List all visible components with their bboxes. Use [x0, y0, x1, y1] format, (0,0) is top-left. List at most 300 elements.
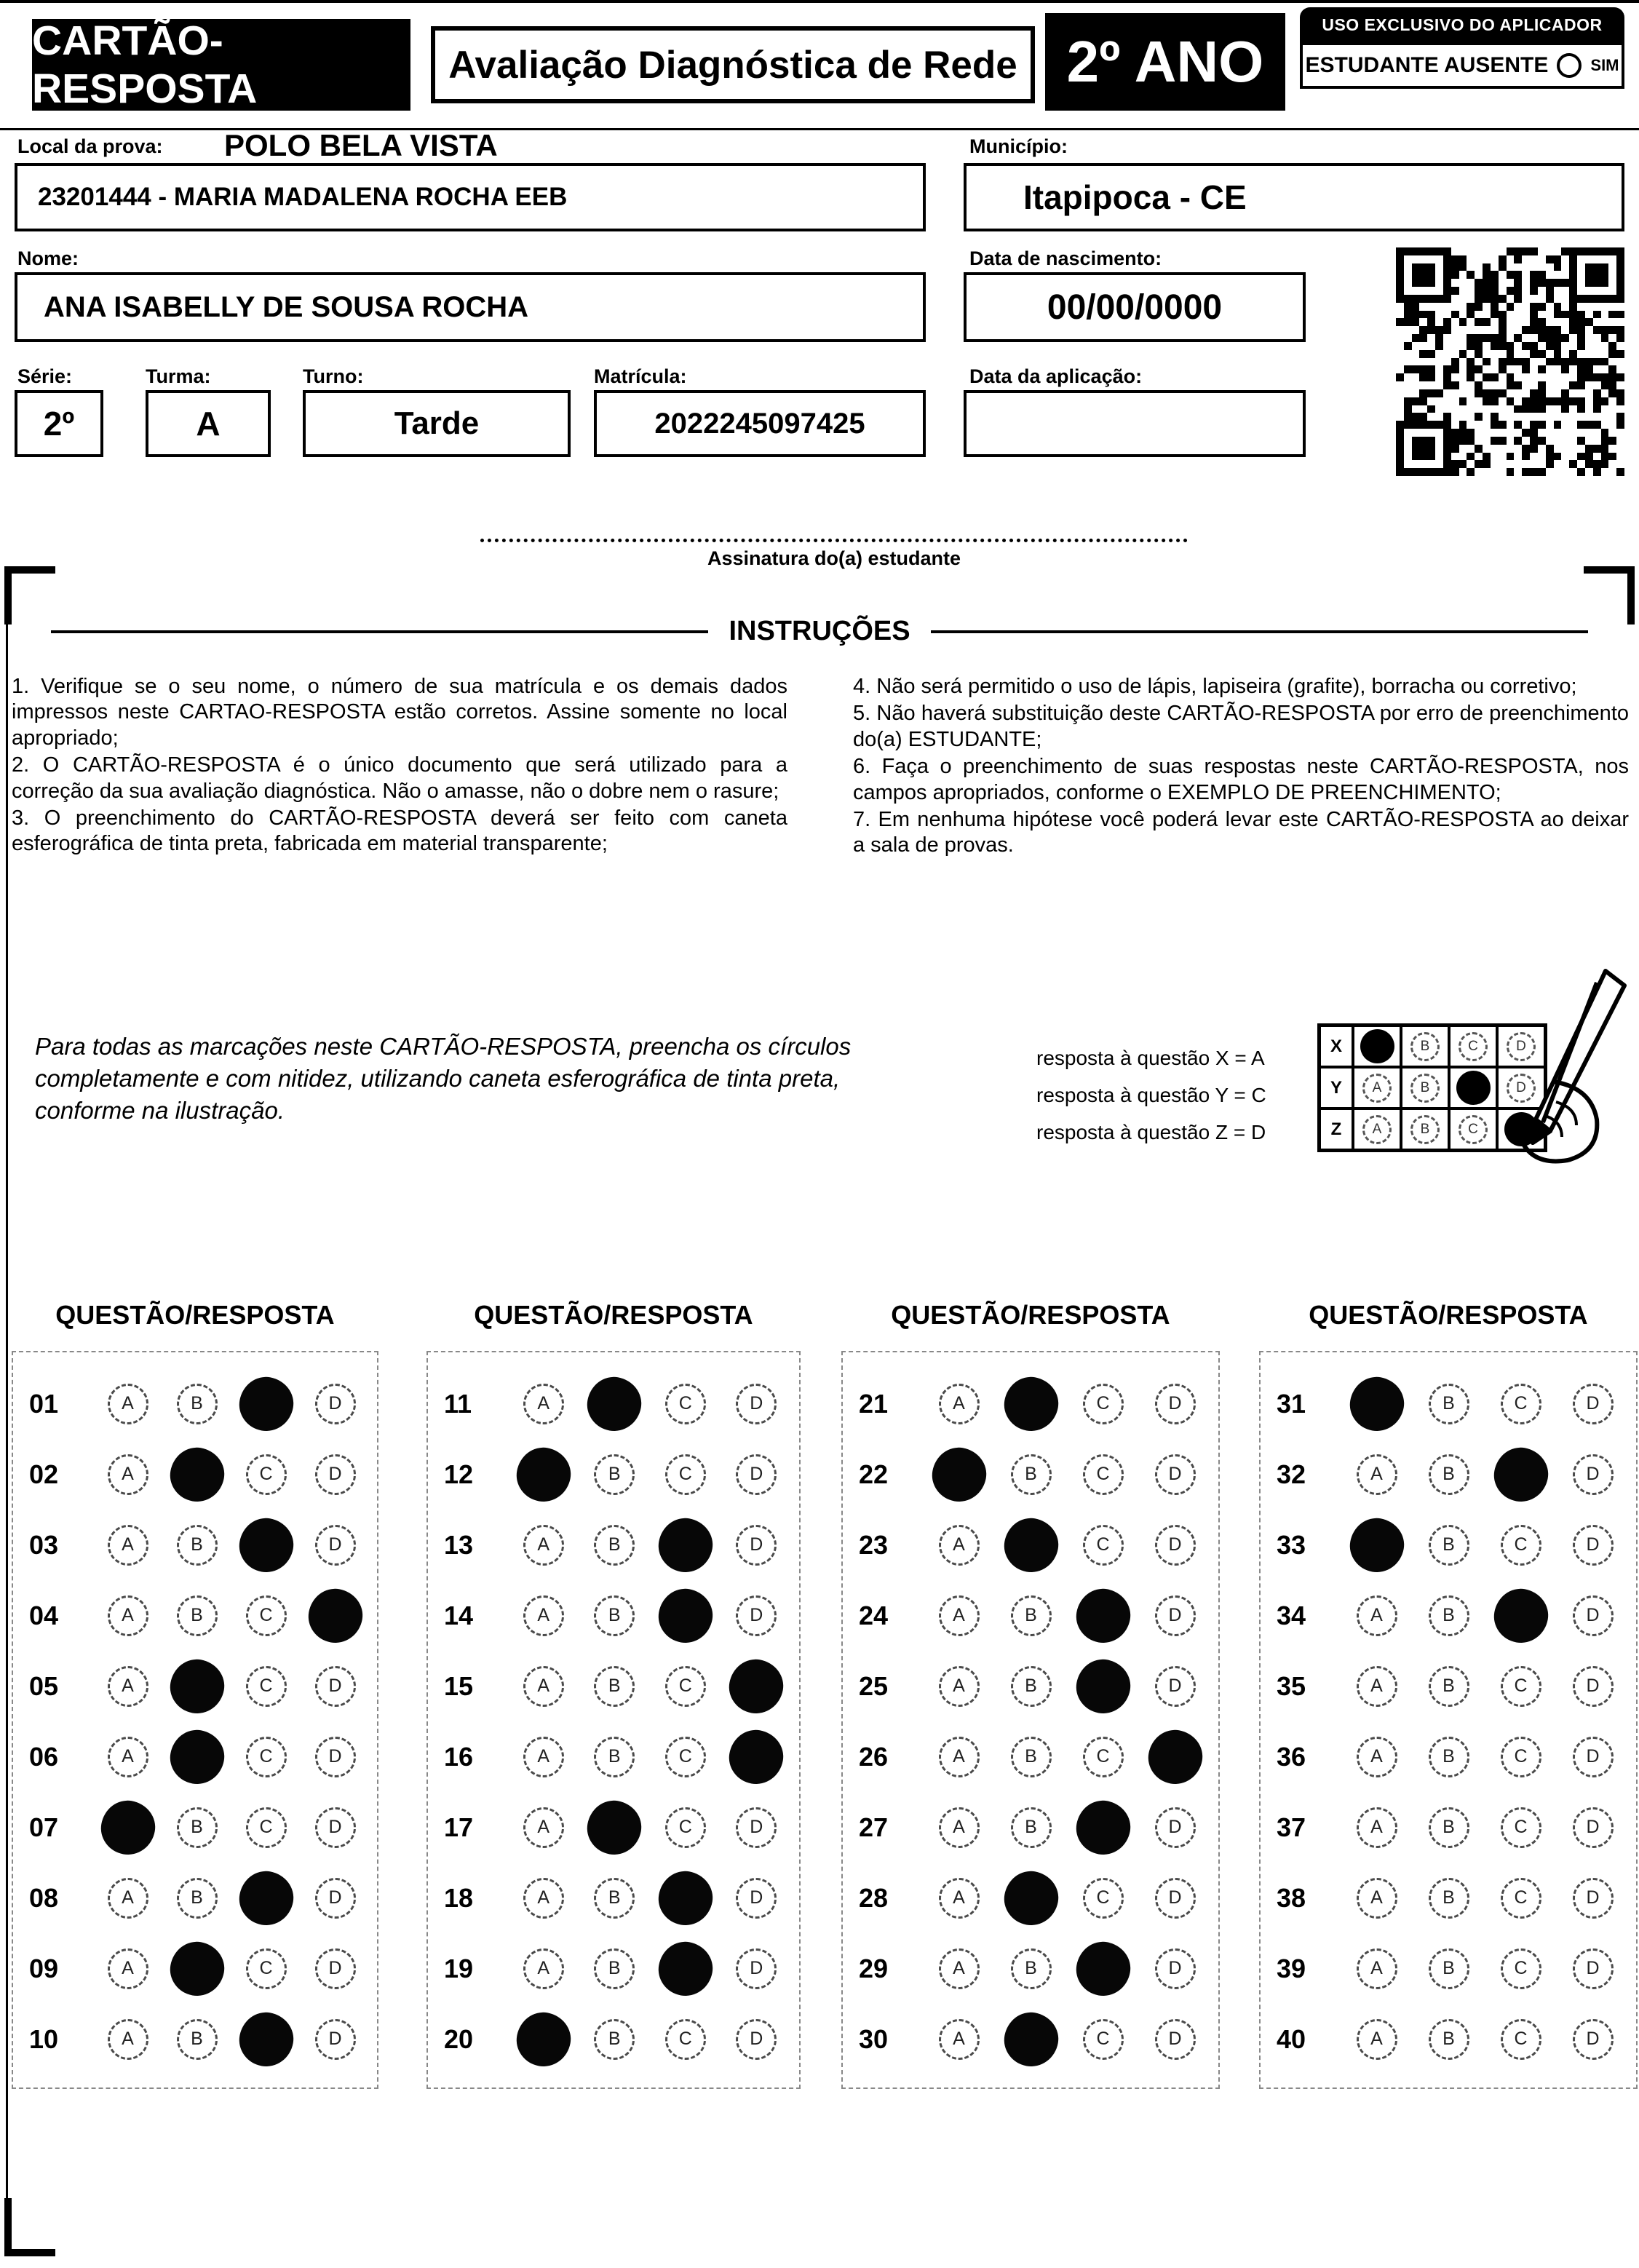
bubble-13-B[interactable]: B: [594, 1525, 635, 1566]
bubble-07-D[interactable]: D: [315, 1807, 356, 1848]
bubble-20-A-marked[interactable]: [512, 2008, 575, 2071]
bubble-05-A[interactable]: A: [108, 1666, 148, 1707]
bubble-06-C[interactable]: C: [246, 1737, 287, 1777]
corner-mark-bottom-left-v: [4, 2198, 12, 2256]
qr-module: [1601, 437, 1609, 445]
qr-module: [1491, 365, 1499, 373]
bubble-14-B[interactable]: B: [594, 1595, 635, 1636]
bubble-29-A[interactable]: A: [939, 1948, 980, 1989]
bubble-35-D[interactable]: D: [1573, 1666, 1614, 1707]
qr-module: [1561, 271, 1569, 279]
bubble-39-C[interactable]: C: [1501, 1948, 1541, 1989]
qr-module: [1585, 405, 1593, 413]
bubble-05-C[interactable]: C: [246, 1666, 287, 1707]
answer-row-36: [1261, 1721, 1636, 1792]
bubble-27-B[interactable]: B: [1011, 1807, 1052, 1848]
qr-module: [1546, 287, 1554, 295]
question-number: 19: [444, 1953, 474, 1983]
bubble-39-A[interactable]: A: [1357, 1948, 1397, 1989]
bubble-34-B[interactable]: B: [1429, 1595, 1469, 1636]
question-number: 30: [859, 2023, 889, 2054]
bubble-34-A[interactable]: A: [1357, 1595, 1397, 1636]
qr-module: [1593, 255, 1601, 263]
question-number: 36: [1277, 1741, 1306, 1772]
qr-module: [1530, 358, 1538, 366]
bubble-15-D-marked[interactable]: [725, 1655, 787, 1718]
bubble-18-D[interactable]: D: [736, 1878, 777, 1919]
qr-module: [1530, 326, 1538, 334]
bubble-24-A[interactable]: A: [939, 1595, 980, 1636]
bubble-19-D[interactable]: D: [736, 1948, 777, 1989]
bubble-24-C-marked[interactable]: [1072, 1585, 1135, 1647]
bubble-20-D[interactable]: D: [736, 2019, 777, 2060]
qr-module: [1419, 429, 1427, 437]
bubble-06-D[interactable]: D: [315, 1737, 356, 1777]
qr-module: [1404, 279, 1412, 287]
answer-cell: [231, 1595, 301, 1636]
qr-module: [1593, 263, 1601, 271]
bubble-29-B[interactable]: B: [1011, 1948, 1052, 1989]
qr-module: [1427, 421, 1435, 429]
bubble-10-B[interactable]: B: [177, 2019, 218, 2060]
answer-cell: [1067, 1454, 1139, 1495]
bubble-27-A[interactable]: A: [939, 1807, 980, 1848]
bubble-04-A[interactable]: A: [108, 1595, 148, 1636]
bubble-08-B[interactable]: B: [177, 1878, 218, 1919]
bubble-17-D[interactable]: D: [736, 1807, 777, 1848]
bubble-18-B[interactable]: B: [594, 1878, 635, 1919]
bubble-37-C[interactable]: C: [1501, 1807, 1541, 1848]
qr-module: [1451, 413, 1459, 421]
school-box: [15, 163, 926, 231]
bubble-11-A[interactable]: A: [523, 1384, 564, 1424]
answer-cell: [579, 1454, 651, 1495]
bubble-29-D[interactable]: D: [1155, 1948, 1196, 1989]
qr-module: [1561, 303, 1569, 311]
bubble-39-D[interactable]: D: [1573, 1948, 1614, 1989]
qr-module: [1419, 365, 1427, 373]
qr-module: [1404, 460, 1412, 468]
qr-module: [1404, 437, 1412, 445]
bubble-25-A[interactable]: A: [939, 1666, 980, 1707]
bubble-17-B-marked[interactable]: [583, 1796, 646, 1859]
qr-module: [1435, 429, 1443, 437]
qr-module: [1459, 358, 1467, 366]
qr-module: [1601, 326, 1609, 334]
qr-module: [1427, 287, 1435, 295]
qr-module: [1435, 389, 1443, 397]
bubble-15-B[interactable]: B: [594, 1666, 635, 1707]
qr-module: [1546, 350, 1554, 358]
qr-module: [1585, 255, 1593, 263]
qr-module: [1585, 279, 1593, 287]
qr-module: [1507, 381, 1515, 389]
qr-module: [1404, 326, 1412, 334]
qr-module: [1601, 373, 1609, 381]
qr-module: [1538, 389, 1546, 397]
bubble-16-A[interactable]: A: [523, 1737, 564, 1777]
bubble-33-A-marked[interactable]: [1346, 1514, 1408, 1577]
corner-mark-top-left-h: [4, 566, 55, 574]
bubble-11-C[interactable]: C: [665, 1384, 706, 1424]
bubble-32-A[interactable]: A: [1357, 1454, 1397, 1495]
bubble-39-B[interactable]: B: [1429, 1948, 1469, 1989]
bubble-20-C[interactable]: C: [665, 2019, 706, 2060]
bubble-27-C-marked[interactable]: [1072, 1796, 1135, 1859]
bubble-12-C[interactable]: C: [665, 1454, 706, 1495]
bubble-19-A[interactable]: A: [523, 1948, 564, 1989]
bubble-21-C[interactable]: C: [1083, 1384, 1124, 1424]
bubble-26-D-marked[interactable]: [1144, 1726, 1207, 1788]
bubble-13-D[interactable]: D: [736, 1525, 777, 1566]
bubble-31-A-marked[interactable]: [1346, 1373, 1408, 1435]
applicator-title-box: [1300, 7, 1624, 42]
qr-module: [1443, 373, 1451, 381]
bubble-01-B[interactable]: B: [177, 1384, 218, 1424]
answer-cell: [1139, 1595, 1211, 1636]
qr-module: [1475, 287, 1483, 295]
example-bubble-Z-C: C: [1459, 1115, 1488, 1144]
bubble-14-C-marked[interactable]: [654, 1585, 717, 1647]
bubble-10-C-marked[interactable]: [235, 2008, 298, 2071]
bubble-28-B-marked[interactable]: [1000, 1867, 1063, 1930]
bubble-04-D-marked[interactable]: [304, 1585, 367, 1647]
bubble-22-A-marked[interactable]: [928, 1443, 991, 1506]
qr-module: [1475, 334, 1483, 342]
qr-module: [1412, 303, 1420, 311]
qr-module: [1569, 342, 1577, 350]
qr-module: [1419, 389, 1427, 397]
turma-label: Turma:: [146, 365, 211, 387]
answer-cell: [721, 1878, 793, 1919]
qr-module: [1507, 350, 1515, 358]
bubble-13-A[interactable]: A: [523, 1525, 564, 1566]
qr-module: [1616, 373, 1624, 381]
answer-row-24: [843, 1580, 1218, 1651]
bubble-30-A[interactable]: A: [939, 2019, 980, 2060]
bubble-33-C[interactable]: C: [1501, 1525, 1541, 1566]
bubble-19-B[interactable]: B: [594, 1948, 635, 1989]
qr-module: [1514, 303, 1522, 311]
qr-module: [1601, 397, 1609, 405]
bubble-32-C-marked[interactable]: [1490, 1443, 1552, 1506]
qr-module: [1396, 342, 1404, 350]
bubble-04-B[interactable]: B: [177, 1595, 218, 1636]
bubble-26-A[interactable]: A: [939, 1737, 980, 1777]
qr-module: [1419, 373, 1427, 381]
bubble-09-B-marked[interactable]: [166, 1938, 229, 2000]
qr-module: [1522, 373, 1530, 381]
qr-module: [1412, 279, 1420, 287]
qr-module: [1435, 460, 1443, 468]
bubble-18-C-marked[interactable]: [654, 1867, 717, 1930]
question-number: 34: [1277, 1600, 1306, 1630]
qr-module: [1491, 468, 1499, 476]
bubble-25-D[interactable]: D: [1155, 1666, 1196, 1707]
bubble-38-C[interactable]: C: [1501, 1878, 1541, 1919]
instructions-title: INSTRUÇÕES: [729, 616, 910, 646]
bubble-09-A[interactable]: A: [108, 1948, 148, 1989]
answer-cell: [1067, 1384, 1139, 1424]
bubble-25-B[interactable]: B: [1011, 1666, 1052, 1707]
qr-module: [1554, 271, 1562, 279]
bubble-05-D[interactable]: D: [315, 1666, 356, 1707]
bubble-24-D[interactable]: D: [1155, 1595, 1196, 1636]
bubble-35-A[interactable]: A: [1357, 1666, 1397, 1707]
bubble-16-D-marked[interactable]: [725, 1726, 787, 1788]
bubble-37-B[interactable]: B: [1429, 1807, 1469, 1848]
qr-module: [1507, 358, 1515, 366]
bubble-09-C[interactable]: C: [246, 1948, 287, 1989]
bubble-32-B[interactable]: B: [1429, 1454, 1469, 1495]
bubble-36-D[interactable]: D: [1573, 1737, 1614, 1777]
bubble-04-C[interactable]: C: [246, 1595, 287, 1636]
bubble-10-A[interactable]: A: [108, 2019, 148, 2060]
bubble-34-D[interactable]: D: [1573, 1595, 1614, 1636]
absent-radio-circle[interactable]: [1557, 53, 1582, 78]
bubble-02-C[interactable]: C: [246, 1454, 287, 1495]
qr-module: [1483, 389, 1491, 397]
bubble-01-D[interactable]: D: [315, 1384, 356, 1424]
qr-module: [1569, 453, 1577, 461]
answer-cell: [301, 1878, 370, 1919]
bubble-14-A[interactable]: A: [523, 1595, 564, 1636]
bubble-02-A[interactable]: A: [108, 1454, 148, 1495]
bubble-30-B-marked[interactable]: [1000, 2008, 1063, 2071]
qr-module: [1451, 303, 1459, 311]
answer-cell: [995, 1737, 1067, 1777]
instructions-left-column: [12, 674, 787, 860]
answer-cell: [1139, 1878, 1211, 1919]
answer-cell: [1485, 1384, 1557, 1424]
bubble-36-B[interactable]: B: [1429, 1737, 1469, 1777]
example-grid-cell: [1353, 1109, 1401, 1150]
qr-module: [1491, 255, 1499, 263]
bubble-16-C[interactable]: C: [665, 1737, 706, 1777]
qr-module: [1427, 437, 1435, 445]
bubble-02-D[interactable]: D: [315, 1454, 356, 1495]
qr-module: [1546, 311, 1554, 319]
bubble-08-A[interactable]: A: [108, 1878, 148, 1919]
bubble-21-B-marked[interactable]: [1000, 1373, 1063, 1435]
qr-module: [1467, 326, 1475, 334]
bubble-02-B-marked[interactable]: [166, 1443, 229, 1506]
bubble-23-A[interactable]: A: [939, 1525, 980, 1566]
qr-module: [1577, 405, 1585, 413]
qr-module: [1546, 318, 1554, 326]
qr-module: [1443, 247, 1451, 255]
bubble-28-A[interactable]: A: [939, 1878, 980, 1919]
qr-module: [1538, 263, 1546, 271]
answer-row-23: [843, 1510, 1218, 1580]
bubble-14-D[interactable]: D: [736, 1595, 777, 1636]
bubble-40-A[interactable]: A: [1357, 2019, 1397, 2060]
answer-cell: [1067, 1737, 1139, 1777]
bubble-03-B[interactable]: B: [177, 1525, 218, 1566]
qr-module: [1593, 453, 1601, 461]
bubble-12-D[interactable]: D: [736, 1454, 777, 1495]
qr-module: [1546, 437, 1554, 445]
bubble-15-A[interactable]: A: [523, 1666, 564, 1707]
bubble-33-D[interactable]: D: [1573, 1525, 1614, 1566]
bubble-38-B[interactable]: B: [1429, 1878, 1469, 1919]
bubble-28-C[interactable]: C: [1083, 1878, 1124, 1919]
bubble-26-C[interactable]: C: [1083, 1737, 1124, 1777]
qr-module: [1538, 303, 1546, 311]
answer-row-07: [13, 1792, 377, 1863]
answer-cell: [301, 1454, 370, 1495]
qr-module: [1443, 318, 1451, 326]
bubble-31-C[interactable]: C: [1501, 1384, 1541, 1424]
bubble-23-B-marked[interactable]: [1000, 1514, 1063, 1577]
bubble-22-B[interactable]: B: [1011, 1454, 1052, 1495]
bubble-23-D[interactable]: D: [1155, 1525, 1196, 1566]
qr-module: [1585, 381, 1593, 389]
bubble-07-A-marked[interactable]: [97, 1796, 159, 1859]
bubble-05-B-marked[interactable]: [166, 1655, 229, 1718]
qr-module: [1404, 397, 1412, 405]
qr-module: [1554, 318, 1562, 326]
qr-module: [1530, 255, 1538, 263]
qr-module: [1608, 405, 1616, 413]
bubble-12-A-marked[interactable]: [512, 1443, 575, 1506]
bubble-07-C[interactable]: C: [246, 1807, 287, 1848]
qr-module: [1616, 397, 1624, 405]
qr-module: [1514, 350, 1522, 358]
question-number: 14: [444, 1600, 474, 1630]
bubble-17-C[interactable]: C: [665, 1807, 706, 1848]
qr-module: [1561, 295, 1569, 303]
bubble-13-C-marked[interactable]: [654, 1514, 717, 1577]
bubble-32-D[interactable]: D: [1573, 1454, 1614, 1495]
bubble-12-B[interactable]: B: [594, 1454, 635, 1495]
answer-row-35: [1261, 1651, 1636, 1721]
bubble-31-B[interactable]: B: [1429, 1384, 1469, 1424]
bubble-01-A[interactable]: A: [108, 1384, 148, 1424]
qr-module: [1514, 437, 1522, 445]
bubble-30-D[interactable]: D: [1155, 2019, 1196, 2060]
bubble-37-D[interactable]: D: [1573, 1807, 1614, 1848]
qr-module: [1475, 405, 1483, 413]
bubble-20-B[interactable]: B: [594, 2019, 635, 2060]
qr-module: [1577, 468, 1585, 476]
qr-module: [1396, 445, 1404, 453]
bubble-06-B-marked[interactable]: [166, 1726, 229, 1788]
bubble-11-B-marked[interactable]: [583, 1373, 646, 1435]
answer-cell: [1139, 1948, 1211, 1989]
bubble-18-A[interactable]: A: [523, 1878, 564, 1919]
answer-cell: [923, 1878, 995, 1919]
bubble-31-D[interactable]: D: [1573, 1384, 1614, 1424]
bubble-38-D[interactable]: D: [1573, 1878, 1614, 1919]
bubble-38-A[interactable]: A: [1357, 1878, 1397, 1919]
bubble-28-D[interactable]: D: [1155, 1878, 1196, 1919]
bubble-03-C-marked[interactable]: [235, 1514, 298, 1577]
bubble-40-C[interactable]: C: [1501, 2019, 1541, 2060]
bubble-16-B[interactable]: B: [594, 1737, 635, 1777]
bubble-33-B[interactable]: B: [1429, 1525, 1469, 1566]
qr-module: [1585, 397, 1593, 405]
qr-module: [1554, 453, 1562, 461]
qr-module: [1499, 271, 1507, 279]
bubble-30-C[interactable]: C: [1083, 2019, 1124, 2060]
bubble-40-B[interactable]: B: [1429, 2019, 1469, 2060]
bubble-29-C-marked[interactable]: [1072, 1938, 1135, 2000]
answer-cell: [508, 1448, 579, 1502]
qr-module: [1593, 397, 1601, 405]
bubble-03-A[interactable]: A: [108, 1525, 148, 1566]
qr-module: [1443, 389, 1451, 397]
answer-row-33: [1261, 1510, 1636, 1580]
qr-module: [1412, 453, 1420, 461]
qr-module: [1530, 397, 1538, 405]
bubble-08-D[interactable]: D: [315, 1878, 356, 1919]
qr-module: [1601, 247, 1609, 255]
answers-header-1: QUESTÃO/RESPOSTA: [55, 1300, 335, 1330]
qr-module: [1522, 279, 1530, 287]
example-bubble-X-D: D: [1507, 1032, 1536, 1061]
bubble-25-C-marked[interactable]: [1072, 1655, 1135, 1718]
bubble-35-B[interactable]: B: [1429, 1666, 1469, 1707]
qr-module: [1475, 255, 1483, 263]
qr-module: [1499, 358, 1507, 366]
bubble-08-C-marked[interactable]: [235, 1867, 298, 1930]
qr-module: [1491, 405, 1499, 413]
qr-module: [1412, 468, 1420, 476]
bubble-09-D[interactable]: D: [315, 1948, 356, 1989]
bubble-10-D[interactable]: D: [315, 2019, 356, 2060]
bubble-21-D[interactable]: D: [1155, 1384, 1196, 1424]
qr-module: [1546, 263, 1554, 271]
bubble-07-B[interactable]: B: [177, 1807, 218, 1848]
qr-module: [1561, 358, 1569, 366]
qr-module: [1569, 437, 1577, 445]
bubble-40-D[interactable]: D: [1573, 2019, 1614, 2060]
qr-module: [1561, 318, 1569, 326]
answer-cell: [231, 2013, 301, 2066]
bubble-19-C-marked[interactable]: [654, 1938, 717, 2000]
bubble-34-C-marked[interactable]: [1490, 1585, 1552, 1647]
bubble-06-A[interactable]: A: [108, 1737, 148, 1777]
answer-row-38: [1261, 1863, 1636, 1933]
bubble-15-C[interactable]: C: [665, 1666, 706, 1707]
bubble-23-C[interactable]: C: [1083, 1525, 1124, 1566]
qr-module: [1522, 342, 1530, 350]
bubble-01-C-marked[interactable]: [235, 1373, 298, 1435]
bubble-11-D[interactable]: D: [736, 1384, 777, 1424]
qr-module: [1601, 342, 1609, 350]
bubble-03-D[interactable]: D: [315, 1525, 356, 1566]
answer-cell: [508, 1948, 579, 1989]
bubble-22-D[interactable]: D: [1155, 1454, 1196, 1495]
qr-module: [1601, 405, 1609, 413]
bubble-26-B[interactable]: B: [1011, 1737, 1052, 1777]
qr-module: [1601, 389, 1609, 397]
bubble-36-C[interactable]: C: [1501, 1737, 1541, 1777]
bubble-21-A[interactable]: A: [939, 1384, 980, 1424]
bubble-27-D[interactable]: D: [1155, 1807, 1196, 1848]
bubble-35-C[interactable]: C: [1501, 1666, 1541, 1707]
qr-module: [1451, 279, 1459, 287]
qr-module: [1404, 247, 1412, 255]
qr-module: [1435, 381, 1443, 389]
bubble-36-A[interactable]: A: [1357, 1737, 1397, 1777]
bubble-24-B[interactable]: B: [1011, 1595, 1052, 1636]
bubble-17-A[interactable]: A: [523, 1807, 564, 1848]
bubble-22-C[interactable]: C: [1083, 1454, 1124, 1495]
bubble-37-A[interactable]: A: [1357, 1807, 1397, 1848]
qr-module: [1412, 445, 1420, 453]
